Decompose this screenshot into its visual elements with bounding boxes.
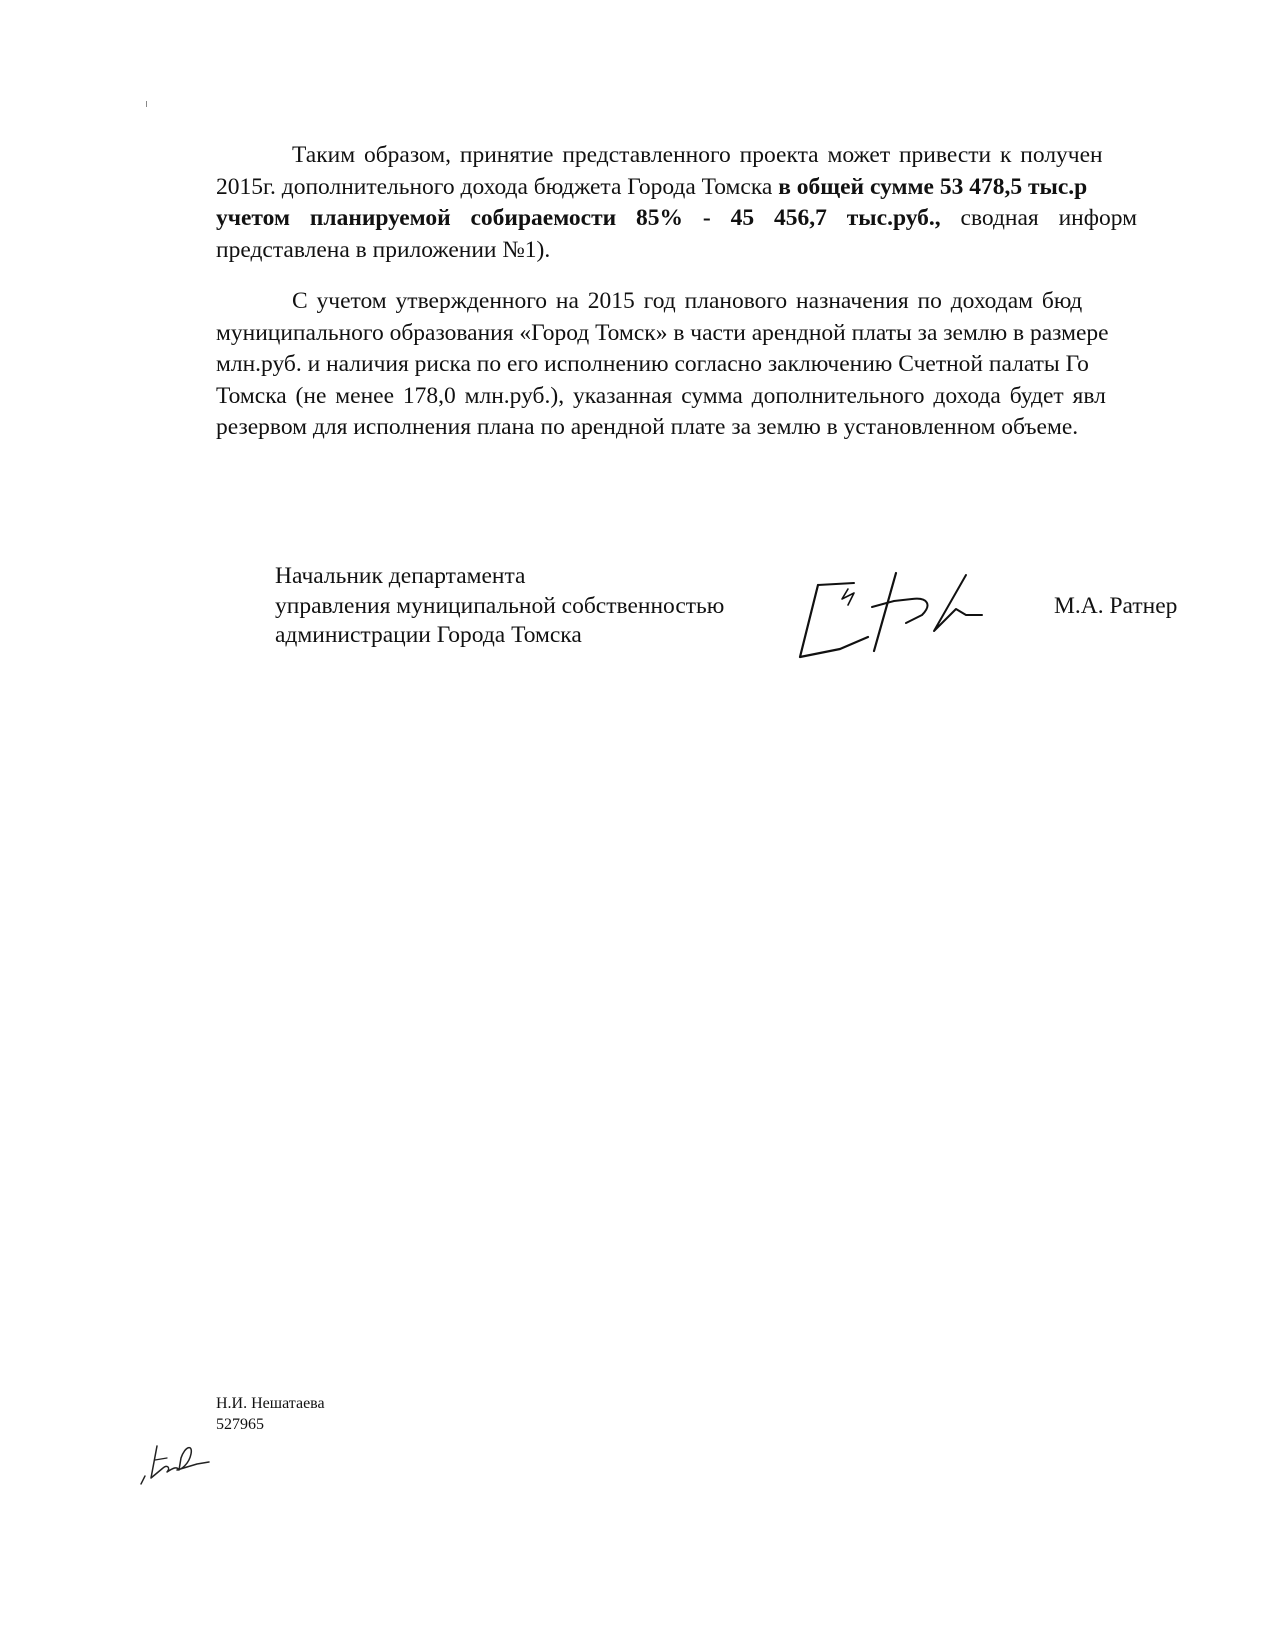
executor-info: [216, 1393, 325, 1435]
handwritten-initials-icon: [137, 1438, 217, 1488]
scan-speck: [146, 101, 147, 107]
text-line: резервом для исполнения плана по арендной плате за землю в установленном объеме.: [216, 414, 1079, 440]
signer-name: М.А. Ратнер: [1054, 593, 1178, 619]
text-line: муниципального образования «Город Томск» в части арендной платы за землю в размере: [216, 319, 1109, 346]
paragraph-summary: [216, 140, 1275, 266]
text-line: [216, 172, 1275, 204]
executor-name: Н.И. Нешатаева: [216, 1395, 325, 1412]
text-line: Томска (не менее 178,0 млн.руб.), указанная сумма дополнительного дохода будет явл: [216, 382, 1106, 409]
handwritten-signature-icon: [796, 565, 996, 665]
text-line: Таким образом, принятие представленного проекта может привести к получен: [292, 142, 1103, 168]
text-line: [216, 203, 1275, 235]
body-text: [216, 140, 1275, 464]
position-line: администрации Города Томска: [275, 622, 582, 648]
text-line: млн.руб. и наличия риска по его исполнению согласно заключению Счетной палаты Го: [216, 351, 1089, 377]
signatory-position: [275, 562, 724, 651]
position-line: управления муниципальной собственностью: [275, 592, 725, 619]
position-line: Начальник департамента: [275, 563, 526, 589]
text-line-part: 2015г. дополнительного дохода бюджета Города Томска: [216, 173, 779, 200]
bold-total-sum: в общей сумме 53 478,5 тыс.р: [778, 173, 1088, 200]
bold-collectability-sum: учетом планируемой собираемости 85% - 45 456,7 тыс.руб.,: [216, 205, 941, 231]
text-line: представлена в приложении №1).: [216, 236, 551, 263]
text-line: С учетом утвержденного на 2015 год планового назначения по доходам бюд: [292, 288, 1083, 314]
text-line-part: сводная информ: [940, 205, 1137, 231]
executor-phone: 527965: [216, 1416, 264, 1433]
paragraph-reserve: [216, 286, 1275, 444]
